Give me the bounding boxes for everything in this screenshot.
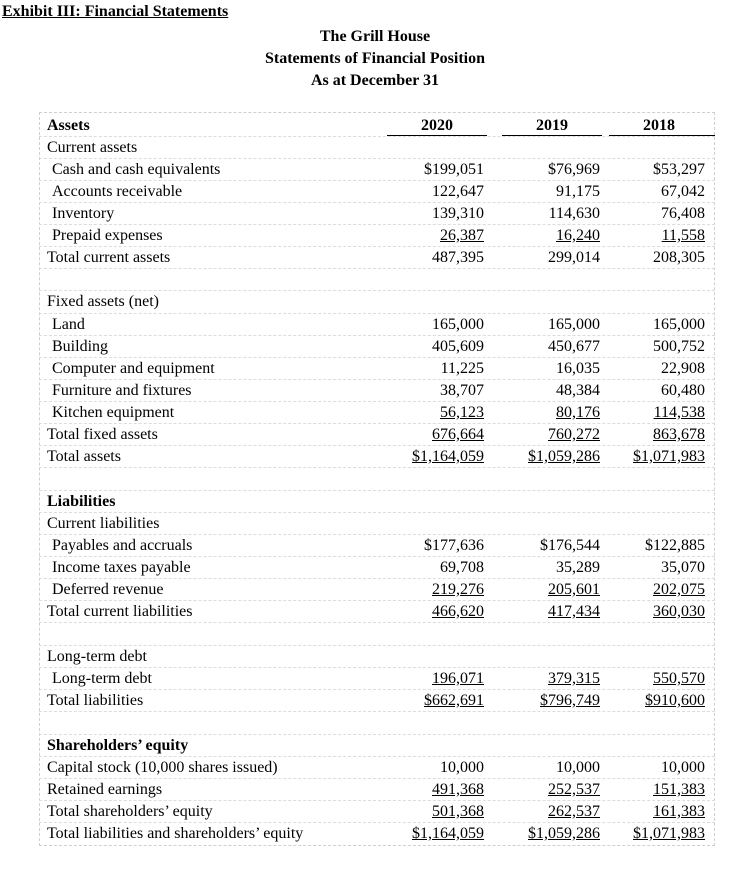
table-row (39, 158, 715, 180)
total-row (39, 246, 715, 268)
value-2019: $1,059,286 (528, 448, 600, 465)
value-2019: 450,677 (548, 338, 600, 355)
total-row (39, 600, 715, 622)
value-2020: 10,000 (440, 759, 484, 776)
value-2018: 165,000 (653, 316, 705, 333)
table-row (39, 556, 715, 578)
statement-date: As at December 31 (310, 72, 440, 89)
value-2018: $910,600 (645, 692, 705, 709)
value-2020: 56,123 (440, 404, 484, 421)
row-label: Inventory (52, 205, 115, 222)
value-2020: 487,395 (432, 249, 484, 266)
section-row (39, 512, 715, 534)
value-2018: $122,885 (645, 537, 705, 554)
year-2020: 2020 (421, 117, 453, 134)
year-2019: 2019 (536, 117, 568, 134)
value-2018: 161,383 (653, 803, 705, 820)
value-2020: 122,647 (432, 183, 484, 200)
row-label: Furniture and fixtures (52, 382, 192, 399)
value-2019: 379,315 (548, 670, 600, 687)
value-2020: $177,636 (424, 537, 484, 554)
value-2019: 16,035 (556, 360, 600, 377)
row-label: Deferred revenue (52, 581, 164, 598)
table-row (39, 357, 715, 379)
table-row (39, 401, 715, 423)
value-2020: $662,691 (424, 692, 484, 709)
row-label: Income taxes payable (52, 559, 191, 576)
fixed-assets-heading: Fixed assets (net) (47, 293, 159, 310)
value-2018: 500,752 (653, 338, 705, 355)
assets-heading: Assets (47, 117, 90, 134)
value-2018: $1,071,983 (633, 448, 705, 465)
value-2019: $796,749 (540, 692, 600, 709)
value-2018: 76,408 (661, 205, 705, 222)
value-2020: 466,620 (432, 603, 484, 620)
value-2019: 80,176 (556, 404, 600, 421)
spacer-row (39, 622, 715, 644)
value-2019: $1,059,286 (528, 825, 600, 842)
value-2018: 114,538 (653, 404, 705, 421)
row-label: Total shareholders’ equity (47, 803, 213, 820)
total-row (39, 800, 715, 822)
table-row (39, 379, 715, 401)
row-label: Total liabilities and shareholders’ equity (47, 825, 304, 842)
current-assets-heading: Current assets (47, 139, 138, 156)
value-2019: $176,544 (540, 537, 600, 554)
table-row (39, 534, 715, 556)
value-2018: 863,678 (653, 426, 705, 443)
value-2019: 10,000 (556, 759, 600, 776)
year-2018: 2018 (643, 117, 675, 134)
row-label: Total assets (47, 448, 121, 465)
value-2018: 550,570 (653, 670, 705, 687)
row-label: Capital stock (10,000 shares issued) (47, 759, 278, 776)
value-2019: 165,000 (548, 316, 600, 333)
value-2020: $199,051 (424, 161, 484, 178)
table-row (39, 313, 715, 335)
value-2020: 165,000 (432, 316, 484, 333)
long-term-debt-heading: Long-term debt (47, 648, 147, 665)
section-row (39, 290, 715, 312)
value-2018: 67,042 (661, 183, 705, 200)
table-row (39, 667, 715, 689)
current-liabilities-heading: Current liabilities (47, 515, 160, 532)
value-2020: 501,368 (432, 803, 484, 820)
table-row (39, 578, 715, 600)
liabilities-heading: Liabilities (47, 493, 116, 510)
value-2019: 91,175 (556, 183, 600, 200)
table-row (39, 180, 715, 202)
row-label: Payables and accruals (52, 537, 193, 554)
row-label: Total current liabilities (47, 603, 193, 620)
value-2020: $1,164,059 (412, 825, 484, 842)
value-2018: 360,030 (653, 603, 705, 620)
table-row (39, 335, 715, 357)
value-2019: 205,601 (548, 581, 600, 598)
equity-heading: Shareholders’ equity (47, 737, 189, 754)
value-2020: $1,164,059 (412, 448, 484, 465)
table-row (39, 778, 715, 800)
total-row (39, 423, 715, 445)
value-2019: 35,289 (556, 559, 600, 576)
total-row (39, 689, 715, 711)
value-2018: $1,071,983 (633, 825, 705, 842)
value-2019: 114,630 (548, 205, 600, 222)
value-2019: 16,240 (556, 227, 600, 244)
value-2018: 151,383 (653, 781, 705, 798)
value-2020: 491,368 (432, 781, 484, 798)
value-2019: 48,384 (556, 382, 600, 399)
row-label: Retained earnings (47, 781, 163, 798)
value-2018: 22,908 (661, 360, 705, 377)
row-label: Computer and equipment (52, 360, 215, 377)
spacer-row (39, 711, 715, 733)
value-2020: 405,609 (432, 338, 484, 355)
row-label: Accounts receivable (52, 183, 183, 200)
section-row (39, 490, 715, 512)
value-2018: 208,305 (653, 249, 705, 266)
row-label: Cash and cash equivalents (52, 161, 221, 178)
value-2020: 11,225 (440, 360, 484, 377)
value-2020: 676,664 (432, 426, 484, 443)
value-2020: 69,708 (440, 559, 484, 576)
value-2018: 10,000 (661, 759, 705, 776)
row-label: Prepaid expenses (52, 227, 163, 244)
table-row (39, 224, 715, 246)
total-row (39, 445, 715, 467)
section-row (39, 136, 715, 158)
exhibit-title: Exhibit III: Financial Statements (2, 3, 229, 20)
value-2019: $76,969 (548, 161, 600, 178)
value-2019: 252,537 (548, 781, 600, 798)
row-label: Total fixed assets (47, 426, 158, 443)
value-2018: 202,075 (653, 581, 705, 598)
value-2018: 11,558 (661, 227, 705, 244)
value-2020: 196,071 (432, 670, 484, 687)
value-2020: 26,387 (440, 227, 484, 244)
value-2018: 60,480 (661, 382, 705, 399)
statement-title: Statements of Financial Position (265, 50, 485, 67)
table-header-row (39, 114, 715, 136)
value-2019: 262,537 (548, 803, 600, 820)
value-2018: 35,070 (661, 559, 705, 576)
spacer-row (39, 467, 715, 489)
value-2020: 139,310 (432, 205, 484, 222)
spacer-row (39, 268, 715, 290)
row-label: Land (52, 316, 85, 333)
table-row (39, 756, 715, 778)
row-label: Total current assets (47, 249, 171, 266)
total-row (39, 822, 715, 844)
value-2020: 219,276 (432, 581, 484, 598)
value-2019: 299,014 (548, 249, 600, 266)
value-2019: 417,434 (548, 603, 600, 620)
row-label: Kitchen equipment (52, 404, 175, 421)
company-name: The Grill House (319, 28, 431, 45)
row-label: Total liabilities (47, 692, 144, 709)
value-2020: 38,707 (440, 382, 484, 399)
row-label: Long-term debt (52, 670, 152, 687)
row-label: Building (52, 338, 109, 355)
value-2019: 760,272 (548, 426, 600, 443)
section-row (39, 645, 715, 667)
value-2018: $53,297 (653, 161, 705, 178)
section-row (39, 734, 715, 756)
table-row (39, 202, 715, 224)
